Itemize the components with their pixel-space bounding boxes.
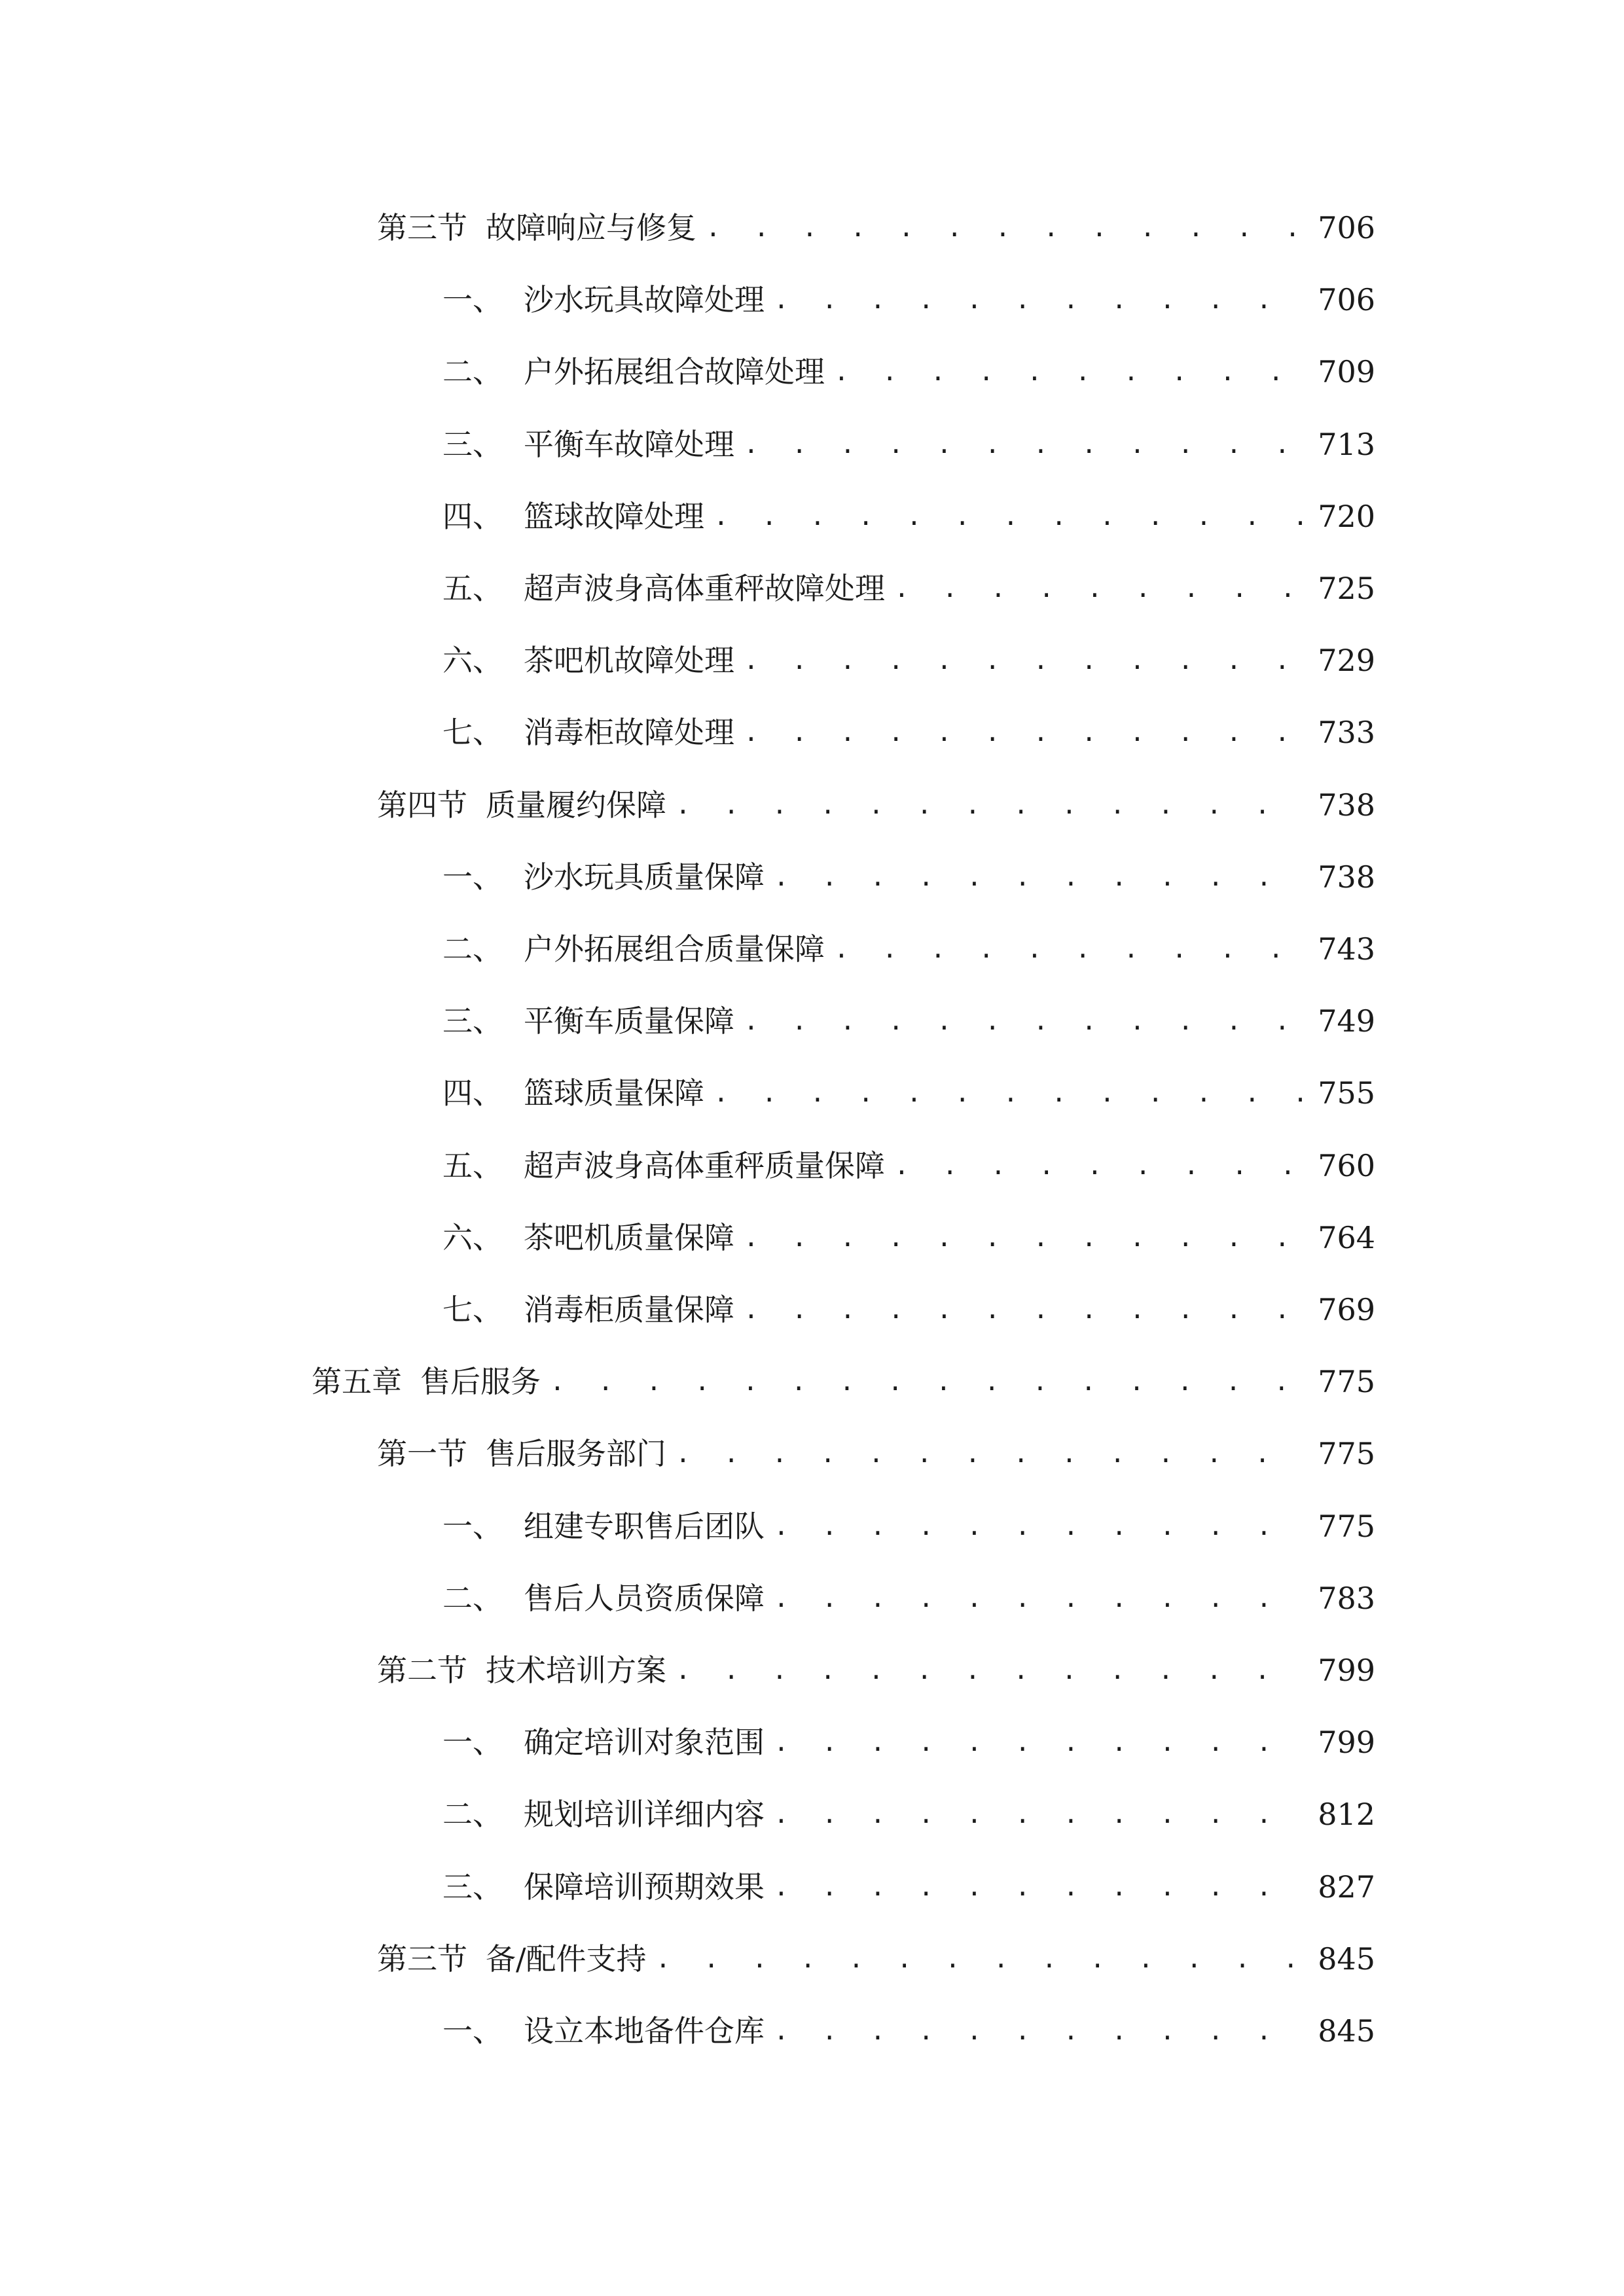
toc-entry[interactable]: [442, 1791, 1375, 1838]
toc-page-number: 827: [1318, 1869, 1375, 1905]
toc-entry-label: [377, 1430, 666, 1477]
toc-entry-label: [442, 925, 825, 973]
toc-entry-title: 售后人员资质保障: [524, 1581, 765, 1616]
toc-entry[interactable]: [312, 1358, 1375, 1405]
toc-entry-title: 组建专职售后团队: [524, 1509, 765, 1544]
toc-entry-label: [442, 1286, 734, 1333]
toc-entry-number: 一、: [442, 859, 503, 895]
toc-page-number: 713: [1318, 427, 1375, 462]
toc-dot-leader: [676, 781, 1303, 829]
toc-entry-number: 一、: [442, 1725, 503, 1760]
toc-entry-number: 五、: [442, 571, 503, 606]
toc-entry[interactable]: [377, 1430, 1375, 1477]
toc-entry-label: [377, 1935, 647, 1982]
toc-entry-title: 平衡车故障处理: [524, 427, 734, 462]
toc-dot-leader: [713, 1069, 1303, 1117]
toc-entry[interactable]: [442, 997, 1375, 1045]
toc-dot-leader: [834, 348, 1303, 395]
toc-entry-label: [442, 1863, 765, 1910]
toc-entry-label: [442, 276, 765, 323]
toc-page-number: 764: [1318, 1220, 1375, 1255]
toc-entry-number: 二、: [442, 1581, 503, 1616]
toc-entry-label: [442, 1069, 704, 1117]
toc-dot-leader: [894, 565, 1303, 612]
toc-page-number: 738: [1318, 859, 1375, 895]
toc-entry[interactable]: [442, 853, 1375, 901]
toc-page-number: 733: [1318, 715, 1375, 750]
toc-entry[interactable]: [442, 1503, 1375, 1550]
toc-dot-leader: [744, 637, 1303, 684]
toc-page-number: 720: [1318, 499, 1375, 534]
toc-dot-leader: [774, 1503, 1303, 1550]
toc-page-number: 749: [1318, 1003, 1375, 1039]
toc-entry-title: 售后服务: [420, 1364, 541, 1399]
toc-entry[interactable]: [442, 421, 1375, 468]
toc-entry-number: 三、: [442, 1003, 503, 1039]
toc-entry[interactable]: [442, 637, 1375, 684]
toc-entry-title: 质量履约保障: [486, 787, 666, 823]
toc-entry-title: 技术培训方案: [486, 1653, 666, 1688]
toc-entry-number: 五、: [442, 1148, 503, 1183]
toc-entry-number: 第四节: [377, 787, 467, 823]
toc-entry[interactable]: [442, 1863, 1375, 1910]
toc-entry-label: [442, 853, 765, 901]
toc-entry-title: 消毒柜质量保障: [524, 1292, 734, 1327]
toc-page-number: 775: [1318, 1364, 1375, 1399]
toc-entry-number: 四、: [442, 499, 503, 534]
toc-entry-label: [377, 204, 696, 251]
toc-page-number: 755: [1318, 1075, 1375, 1111]
toc-entry-title: 沙水玩具质量保障: [524, 859, 765, 895]
toc-dot-leader: [774, 1863, 1303, 1910]
toc-dot-leader: [774, 1719, 1303, 1766]
toc-entry[interactable]: [377, 1935, 1375, 1982]
toc-entry-label: [442, 637, 734, 684]
toc-dot-leader: [744, 1214, 1303, 1261]
toc-entry[interactable]: [442, 348, 1375, 395]
toc-dot-leader: [676, 1647, 1303, 1694]
toc-entry-number: 第二节: [377, 1653, 467, 1688]
toc-entry-title: 消毒柜故障处理: [524, 715, 734, 750]
toc-entry-title: 备/配件支持: [486, 1941, 647, 1977]
toc-entry[interactable]: [442, 1069, 1375, 1117]
toc-entry[interactable]: [377, 781, 1375, 829]
toc-entry-title: 保障培训预期效果: [524, 1869, 765, 1905]
toc-entry-label: [377, 1647, 666, 1694]
toc-entry-title: 户外拓展组合故障处理: [524, 354, 825, 389]
toc-entry-number: 四、: [442, 1075, 503, 1111]
toc-entry-label: [312, 1358, 541, 1405]
toc-entry-title: 平衡车质量保障: [524, 1003, 734, 1039]
toc-entry-title: 茶吧机质量保障: [524, 1220, 734, 1255]
toc-page-number: 799: [1318, 1725, 1375, 1760]
toc-entry-title: 篮球质量保障: [524, 1075, 704, 1111]
toc-entry-number: 二、: [442, 354, 503, 389]
toc-entry[interactable]: [442, 565, 1375, 612]
toc-entry-number: 第一节: [377, 1436, 467, 1471]
toc-entry-number: 三、: [442, 427, 503, 462]
toc-entry-label: [442, 1214, 734, 1261]
toc-entry-number: 一、: [442, 1509, 503, 1544]
toc-page-number: 783: [1318, 1581, 1375, 1616]
toc-dot-leader: [774, 1575, 1303, 1622]
toc-page-number: 729: [1318, 643, 1375, 678]
toc-entry-number: 一、: [442, 282, 503, 317]
toc-entry-label: [442, 1142, 885, 1189]
toc-entry-label: [442, 997, 734, 1045]
toc-entry-title: 超声波身高体重秤故障处理: [524, 571, 885, 606]
toc-dot-leader: [774, 1791, 1303, 1838]
toc-entry-title: 设立本地备件仓库: [524, 2013, 765, 2049]
toc-dot-leader: [774, 853, 1303, 901]
toc-entry[interactable]: [377, 1647, 1375, 1694]
toc-entry[interactable]: [442, 709, 1375, 756]
toc-entry[interactable]: [377, 204, 1375, 251]
toc-page-number: 799: [1318, 1653, 1375, 1688]
toc-entry[interactable]: [442, 1142, 1375, 1189]
toc-entry-label: [442, 565, 885, 612]
toc-page-number: 775: [1318, 1436, 1375, 1471]
toc-dot-leader: [676, 1430, 1303, 1477]
toc-entry-number: 二、: [442, 1797, 503, 1832]
toc-page-number: 725: [1318, 571, 1375, 606]
toc-dot-leader: [774, 2007, 1303, 2054]
toc-entry-number: 第五章: [312, 1364, 402, 1399]
toc-dot-leader: [713, 493, 1303, 540]
toc-entry-label: [442, 493, 704, 540]
toc-page-number: 845: [1318, 1941, 1375, 1977]
toc-entry-title: 确定培训对象范围: [524, 1725, 765, 1760]
toc-page-number: 706: [1318, 282, 1375, 317]
toc-dot-leader: [706, 204, 1303, 251]
toc-entry-title: 沙水玩具故障处理: [524, 282, 765, 317]
toc-dot-leader: [656, 1935, 1304, 1982]
toc-entry-number: 三、: [442, 1869, 503, 1905]
toc-dot-leader: [744, 709, 1303, 756]
toc-dot-leader: [744, 1286, 1303, 1333]
toc-dot-leader: [774, 276, 1303, 323]
toc-entry-title: 篮球故障处理: [524, 499, 704, 534]
toc-entry-number: 七、: [442, 1292, 503, 1327]
toc-entry[interactable]: [442, 925, 1375, 973]
toc-entry-number: 六、: [442, 1220, 503, 1255]
toc-entry-label: [442, 709, 734, 756]
toc-entry[interactable]: [442, 276, 1375, 323]
toc-entry-number: 二、: [442, 931, 503, 967]
toc-entry-label: [377, 781, 666, 829]
toc-entry[interactable]: [442, 493, 1375, 540]
toc-entry-number: 第三节: [377, 210, 467, 245]
toc-entry[interactable]: [442, 1719, 1375, 1766]
toc-entry-title: 售后服务部门: [486, 1436, 666, 1471]
toc-page-number: 845: [1318, 2013, 1375, 2049]
toc-entry-number: 六、: [442, 643, 503, 678]
toc-page-number: 709: [1318, 354, 1375, 389]
toc-page-number: 775: [1318, 1509, 1375, 1544]
toc-entry-number: 一、: [442, 2013, 503, 2049]
toc-entry-label: [442, 1503, 765, 1550]
toc-entry-title: 超声波身高体重秤质量保障: [524, 1148, 885, 1183]
toc-dot-leader: [744, 421, 1303, 468]
toc-page-number: 812: [1318, 1797, 1375, 1832]
toc-entry-title: 规划培训详细内容: [524, 1797, 765, 1832]
toc-page-number: 769: [1318, 1292, 1375, 1327]
toc-entry-label: [442, 2007, 765, 2054]
toc-dot-leader: [834, 925, 1303, 973]
toc-entry-label: [442, 348, 825, 395]
toc-entry-number: 第三节: [377, 1941, 467, 1977]
toc-entry-title: 户外拓展组合质量保障: [524, 931, 825, 967]
toc-entry-number: 七、: [442, 715, 503, 750]
toc-entry-title: 茶吧机故障处理: [524, 643, 734, 678]
toc-page-number: 738: [1318, 787, 1375, 823]
toc-entry[interactable]: [442, 1214, 1375, 1261]
toc-entry-label: [442, 421, 734, 468]
toc-page-number: 760: [1318, 1148, 1375, 1183]
toc-entry-label: [442, 1719, 765, 1766]
toc-dot-leader: [550, 1358, 1303, 1405]
toc-page-number: 743: [1318, 931, 1375, 967]
toc-dot-leader: [744, 997, 1303, 1045]
toc-entry-title: 故障响应与修复: [486, 210, 696, 245]
toc-entry-label: [442, 1791, 765, 1838]
toc-entry[interactable]: [442, 1286, 1375, 1333]
toc-page-number: 706: [1318, 210, 1375, 245]
toc-entry[interactable]: [442, 1575, 1375, 1622]
toc-dot-leader: [894, 1142, 1303, 1189]
toc-entry-label: [442, 1575, 765, 1622]
toc-entry[interactable]: [442, 2007, 1375, 2054]
